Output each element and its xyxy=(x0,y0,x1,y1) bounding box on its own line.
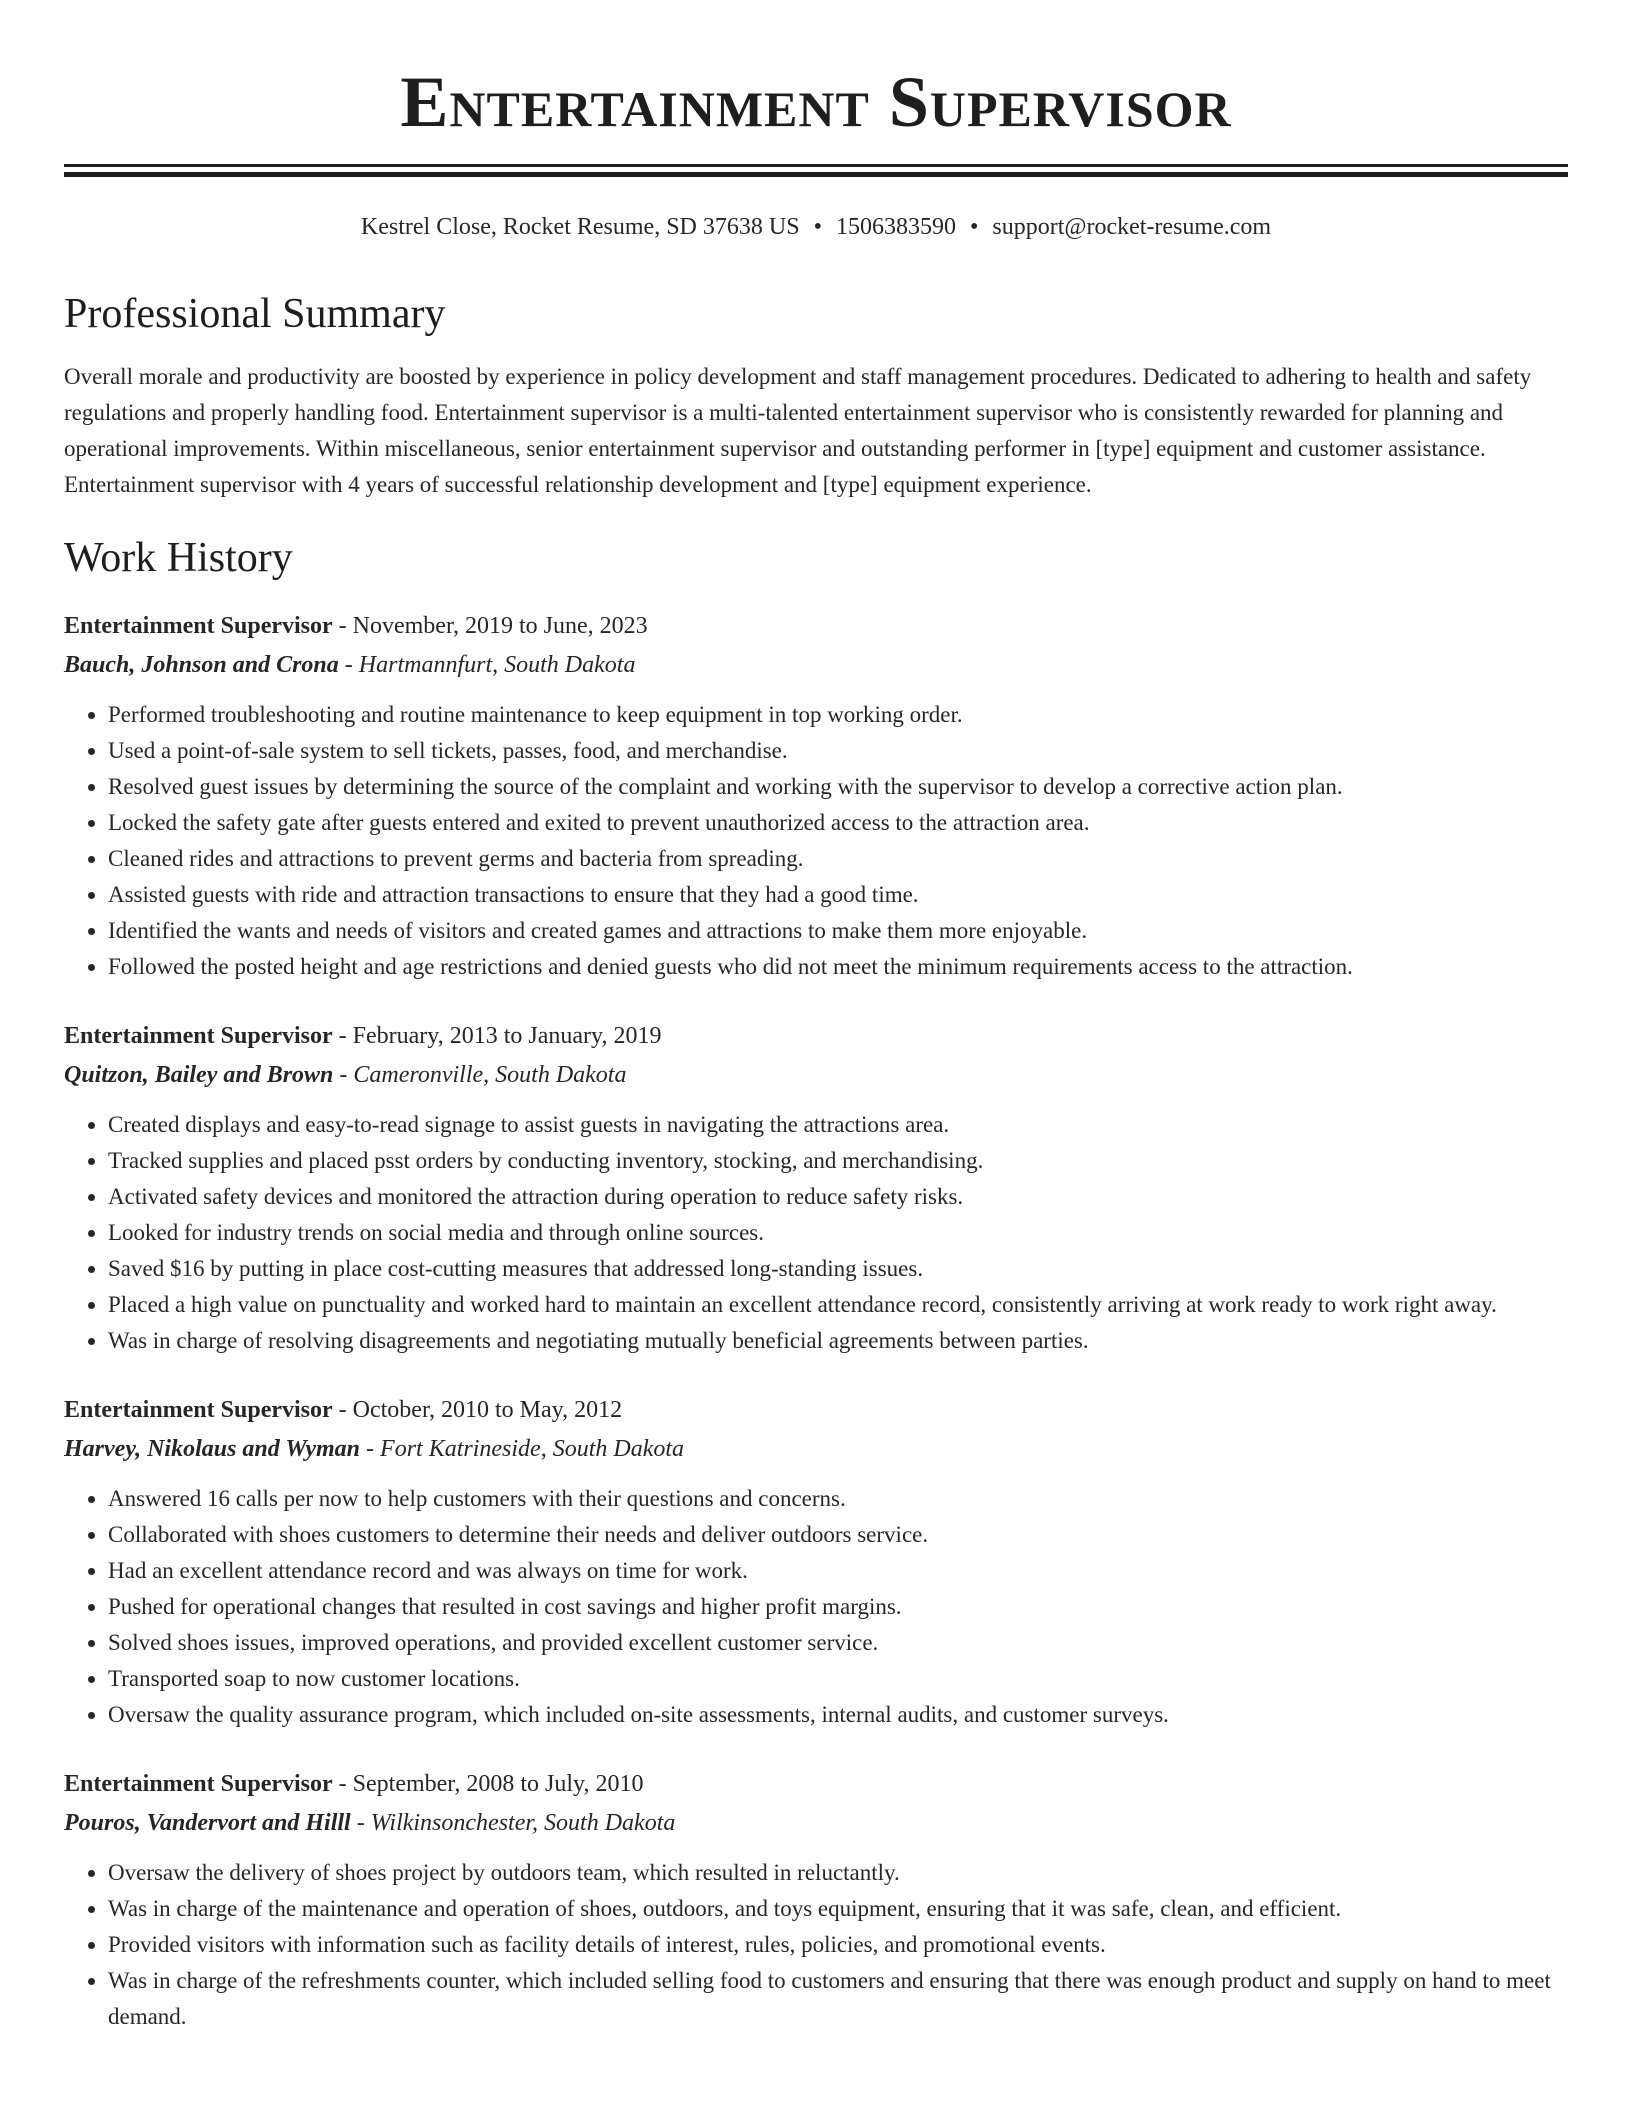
resume-title: Entertainment Supervisor xyxy=(400,62,1232,142)
job-bullets xyxy=(64,697,1568,985)
job-dash: - xyxy=(333,1062,354,1088)
job-bullet: • Collaborated with shoes customers to determine their needs and deliver outdoors service. xyxy=(108,1517,1568,1553)
job-location: Wilkinsonchester, South Dakota xyxy=(370,1810,676,1836)
contact-line xyxy=(64,211,1568,243)
job-company-line xyxy=(64,645,1568,685)
job-dates: February, 2013 to January, 2019 xyxy=(352,1023,662,1049)
job-company: Harvey, Nikolaus and Wyman xyxy=(64,1436,361,1462)
job-bullet: • Used a point-of-sale system to sell tickets, passes, food, and merchandise. xyxy=(108,733,1568,769)
job-dash: - xyxy=(360,1436,381,1462)
job-bullet: • Created displays and easy-to-read signage to assist guests in navigating the attractions area. xyxy=(108,1107,1568,1143)
job-title-line xyxy=(64,1391,1568,1429)
job-bullet: • Saved $16 by putting in place cost-cutting measures that addressed long-standing issues. xyxy=(108,1251,1568,1287)
job-dash: - xyxy=(332,613,353,639)
job-bullets xyxy=(64,1107,1568,1359)
job-dash: - xyxy=(332,1023,353,1049)
job-bullet: • Was in charge of the refreshments counter, which included selling food to customers and ensuring that there was enough product and supply on hand to meet demand. xyxy=(108,1963,1568,2035)
job-dash: - xyxy=(332,1397,353,1423)
job-bullet: • Followed the posted height and age restrictions and denied guests who did not meet the minimum requirements access to the attraction. xyxy=(108,949,1568,985)
job-bullet: • Identified the wants and needs of visitors and created games and attractions to make them more enjoyable. xyxy=(108,913,1568,949)
title-divider-bottom xyxy=(64,172,1568,177)
job-bullet: • Placed a high value on punctuality and worked hard to maintain an excellent attendance record, consistently arriving at work ready to work right away. xyxy=(108,1287,1568,1323)
job-location: Cameronville, South Dakota xyxy=(353,1062,627,1088)
job-title-line xyxy=(64,607,1568,645)
job-entry xyxy=(64,1391,1568,1733)
summary-heading: Professional Summary xyxy=(64,291,446,337)
job-title-line xyxy=(64,1765,1568,1803)
job-dash: - xyxy=(332,1771,353,1797)
job-bullet: • Oversaw the quality assurance program, which included on-site assessments, internal audits, and customer surveys. xyxy=(108,1697,1568,1733)
job-bullets xyxy=(64,1481,1568,1733)
contact-separator: • xyxy=(813,214,822,240)
job-bullet: • Assisted guests with ride and attraction transactions to ensure that they had a good time. xyxy=(108,877,1568,913)
job-company-line xyxy=(64,1429,1568,1469)
job-company: Bauch, Johnson and Crona xyxy=(64,652,339,678)
job-entry xyxy=(64,1765,1568,2035)
job-entry xyxy=(64,1017,1568,1359)
job-bullet: • Solved shoes issues, improved operations, and provided excellent customer service. xyxy=(108,1625,1568,1661)
job-dates: November, 2019 to June, 2023 xyxy=(352,613,648,639)
job-bullet: • Performed troubleshooting and routine maintenance to keep equipment in top working order. xyxy=(108,697,1568,733)
contact-address: Kestrel Close, Rocket Resume, SD 37638 US xyxy=(360,214,800,240)
job-bullets xyxy=(64,1855,1568,2035)
job-dates: September, 2008 to July, 2010 xyxy=(352,1771,644,1797)
job-bullet: • Activated safety devices and monitored the attraction during operation to reduce safety risks. xyxy=(108,1179,1568,1215)
summary-text: Overall morale and productivity are boosted by experience in policy development and staff management procedures. Dedicated to adhering to health and safety regulations and properly handling food. Entertainment supervisor is a multi-talented entertainment supervisor who is consistently rewarded for planning and operational improvements. Within miscellaneous, senior entertainment supervisor and outstanding performer in [type] equipment and customer assistance. Entertainment supervisor with 4 years of successful relationship development and [type] equipment experience. xyxy=(64,364,1532,497)
job-bullet: • Looked for industry trends on social media and through online sources. xyxy=(108,1215,1568,1251)
job-bullet: • Was in charge of the maintenance and operation of shoes, outdoors, and toys equipment, ensuring that it was safe, clean, and efficient. xyxy=(108,1891,1568,1927)
title-divider-top xyxy=(64,164,1568,167)
job-dash: - xyxy=(350,1810,371,1836)
job-bullet: • Transported soap to now customer locations. xyxy=(108,1661,1568,1697)
job-bullet: • Locked the safety gate after guests entered and exited to prevent unauthorized access to the attraction area. xyxy=(108,805,1568,841)
job-dates: October, 2010 to May, 2012 xyxy=(352,1397,623,1423)
job-bullet: • Oversaw the delivery of shoes project by outdoors team, which resulted in reluctantly. xyxy=(108,1855,1568,1891)
job-bullet: • Answered 16 calls per now to help customers with their questions and concerns. xyxy=(108,1481,1568,1517)
job-bullet: • Tracked supplies and placed psst orders by conducting inventory, stocking, and merchandising. xyxy=(108,1143,1568,1179)
job-bullet: • Cleaned rides and attractions to prevent germs and bacteria from spreading. xyxy=(108,841,1568,877)
job-company: Quitzon, Bailey and Brown xyxy=(64,1062,334,1088)
job-company-line xyxy=(64,1803,1568,1843)
contact-email: support@rocket-resume.com xyxy=(992,214,1272,240)
job-dash: - xyxy=(338,652,359,678)
job-entry xyxy=(64,607,1568,985)
job-bullet: • Was in charge of resolving disagreements and negotiating mutually beneficial agreements between parties. xyxy=(108,1323,1568,1359)
job-bullet: • Resolved guest issues by determining the source of the complaint and working with the supervisor to develop a corrective action plan. xyxy=(108,769,1568,805)
job-location: Hartmannfurt, South Dakota xyxy=(358,652,636,678)
contact-separator: • xyxy=(969,214,979,240)
job-bullet: • Provided visitors with information such as facility details of interest, rules, policies, and promotional events. xyxy=(108,1927,1568,1963)
job-title-line xyxy=(64,1017,1568,1055)
job-title: Entertainment Supervisor xyxy=(64,1397,333,1423)
job-bullet: • Had an excellent attendance record and was always on time for work. xyxy=(108,1553,1568,1589)
work-history-heading: Work History xyxy=(64,535,293,581)
job-title: Entertainment Supervisor xyxy=(64,1771,333,1797)
job-title: Entertainment Supervisor xyxy=(64,1023,333,1049)
job-bullet: • Pushed for operational changes that resulted in cost savings and higher profit margins. xyxy=(108,1589,1568,1625)
job-company-line xyxy=(64,1055,1568,1095)
job-location: Fort Katrineside, South Dakota xyxy=(380,1436,685,1462)
job-company: Pouros, Vandervort and Hilll xyxy=(64,1810,351,1836)
job-title: Entertainment Supervisor xyxy=(64,613,333,639)
contact-phone: 1506383590 xyxy=(835,214,956,240)
